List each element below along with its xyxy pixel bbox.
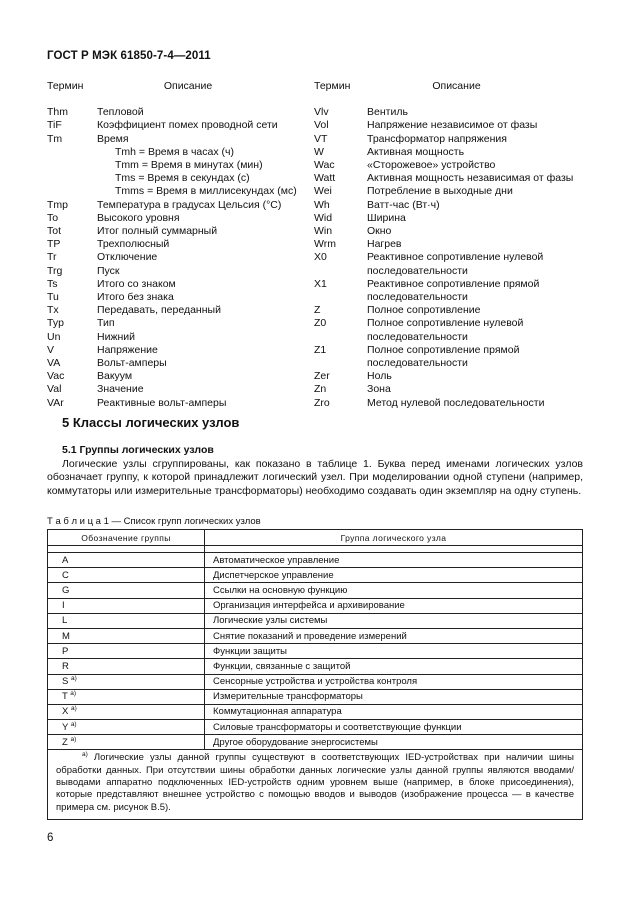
glossary-entry <box>47 317 309 330</box>
group-name-cell: Диспетчерское управление <box>205 568 583 583</box>
group-code-cell <box>48 553 205 568</box>
glossary-entry <box>47 185 309 198</box>
glossary-description: «Сторожевое» устройство <box>367 159 496 172</box>
glossary-description: Высокого уровня <box>97 211 180 224</box>
glossary-term <box>47 185 97 198</box>
group-code: P <box>62 645 69 657</box>
glossary-entry <box>47 225 309 238</box>
group-code-cell <box>48 659 205 674</box>
group-code-cell <box>48 598 205 613</box>
table-row <box>48 568 583 583</box>
glossary-entry <box>47 159 309 172</box>
glossary-term: Win <box>314 225 333 238</box>
glossary-entry <box>47 251 309 264</box>
column-description-heading: Описание <box>163 80 213 92</box>
group-name-cell: Автоматическое управление <box>205 553 583 568</box>
footnote-marker: a) <box>82 751 88 759</box>
glossary-term: X1 <box>314 277 327 290</box>
group-code-heading: Обозначение группы <box>48 530 205 546</box>
glossary-entry <box>314 370 586 383</box>
group-name-cell: Организация интерфейса и архивирование <box>205 598 583 613</box>
group-name-cell: Функции защиты <box>205 644 583 659</box>
group-code-cell <box>48 628 205 643</box>
table-row <box>48 644 583 659</box>
glossary-entry <box>47 344 309 357</box>
group-code: S <box>62 676 69 688</box>
glossary-description: Передавать, переданный <box>97 304 221 317</box>
glossary-entry <box>314 185 586 198</box>
glossary-description: Ватт-час (Вт·ч) <box>367 198 440 211</box>
glossary-term <box>47 159 97 172</box>
group-code: Y <box>62 721 69 733</box>
glossary-entry <box>314 212 586 225</box>
glossary-term: W <box>314 145 324 158</box>
glossary-term: Typ <box>47 317 64 330</box>
section-title: 5 Классы логических узлов <box>62 415 240 430</box>
glossary-term: Vlv <box>314 106 329 119</box>
group-code-cell <box>48 689 205 704</box>
glossary-description: Полное сопротивление нулевой последовательности <box>367 317 524 343</box>
group-name-cell: Силовые трансформаторы и соответствующие функции <box>205 720 583 735</box>
glossary-entry <box>47 212 309 225</box>
glossary-term: VT <box>314 132 328 145</box>
glossary-description: Реактивное сопротивление нулевой последовательности <box>367 251 544 277</box>
glossary-term: TP <box>47 238 61 251</box>
glossary-description: Вакуум <box>97 370 133 383</box>
glossary-entry <box>314 238 586 251</box>
glossary-description: Активная мощность <box>367 145 465 158</box>
glossary-entry <box>47 331 309 344</box>
table-row <box>48 704 583 719</box>
glossary-term: Wrm <box>314 238 336 251</box>
glossary-entry <box>47 172 309 185</box>
group-code: T <box>62 691 68 703</box>
glossary-description: Значение <box>97 383 144 396</box>
table-row <box>48 735 583 750</box>
group-code: A <box>62 554 69 566</box>
glossary-description: Пуск <box>97 264 120 277</box>
group-code-cell <box>48 674 205 689</box>
glossary-term: Un <box>47 330 61 343</box>
group-code: R <box>62 660 69 672</box>
group-name-heading: Группа логического узла <box>205 530 583 546</box>
glossary-term: Zer <box>314 370 330 383</box>
glossary-term: Tx <box>47 304 59 317</box>
table-row <box>48 583 583 598</box>
glossary-term: Vol <box>314 119 329 132</box>
page-header: ГОСТ Р МЭК 61850-7-4—2011 <box>47 50 211 62</box>
glossary-term: Val <box>47 383 62 396</box>
glossary-entry <box>314 304 586 317</box>
table-caption: Т а б л и ц а 1 — Список групп логических узлов <box>47 516 261 527</box>
table-header-row <box>48 530 583 546</box>
group-code: C <box>62 569 69 581</box>
glossary-description: Потребление в выходные дни <box>367 185 513 198</box>
glossary-term <box>47 146 97 159</box>
footnote-marker: a) <box>70 674 77 682</box>
glossary-entry <box>47 265 309 278</box>
glossary-left <box>47 80 309 410</box>
glossary-term: Trg <box>47 264 63 277</box>
glossary-right <box>314 80 586 410</box>
glossary-term: TiF <box>47 119 62 132</box>
glossary-entry <box>314 172 586 185</box>
glossary-entry <box>47 278 309 291</box>
table-row <box>48 674 583 689</box>
glossary-term: Thm <box>47 106 68 119</box>
table-row <box>48 689 583 704</box>
glossary-entry <box>314 106 586 119</box>
glossary-term: X0 <box>314 251 327 264</box>
glossary-description: Метод нулевой последовательности <box>367 396 545 409</box>
group-name-cell: Снятие показаний и проведение измерений <box>205 628 583 643</box>
glossary-description: Напряжение <box>97 343 158 356</box>
glossary-description: Tmm = Время в минутах (мин) <box>115 159 263 172</box>
glossary-description: Реактивное сопротивление прямой последовательности <box>367 277 540 304</box>
table-footnote <box>48 750 583 819</box>
group-name-cell: Коммутационная аппаратура <box>205 704 583 719</box>
group-code: X <box>62 706 69 718</box>
group-name-cell: Сенсорные устройства и устройства контроля <box>205 674 583 689</box>
group-code-cell <box>48 704 205 719</box>
group-name-cell: Ссылки на основную функцию <box>205 583 583 598</box>
glossary-description: Полное сопротивление <box>367 304 481 317</box>
glossary-entry <box>314 146 586 159</box>
glossary-term: V <box>47 343 55 356</box>
glossary-description: Реактивные вольт-амперы <box>97 396 227 409</box>
group-code-cell <box>48 568 205 583</box>
glossary-entry <box>47 357 309 370</box>
glossary-term: Wh <box>314 198 330 211</box>
glossary-description: Тепловой <box>97 106 144 119</box>
group-name-cell: Измерительные трансформаторы <box>205 689 583 704</box>
group-code-cell <box>48 613 205 628</box>
table-row <box>48 598 583 613</box>
glossary-term: Wid <box>314 211 333 224</box>
subsection-title: 5.1 Группы логических узлов <box>62 444 214 456</box>
glossary-entry <box>47 199 309 212</box>
glossary-term: Ts <box>47 277 58 290</box>
group-code: Z <box>62 736 68 748</box>
glossary-term: Tot <box>47 225 62 238</box>
footnote-marker: a) <box>70 720 77 728</box>
table-row <box>48 720 583 735</box>
glossary-term: Z1 <box>314 343 327 356</box>
glossary-entry <box>314 119 586 132</box>
glossary-entry <box>47 133 309 146</box>
glossary-left-header <box>47 80 309 93</box>
glossary-entry <box>47 304 309 317</box>
glossary-description: Активная мощность независимая от фазы <box>367 172 574 185</box>
glossary-term: Tu <box>47 291 59 304</box>
footnote-marker: a) <box>70 735 77 743</box>
glossary-description: Напряжение независимое от фазы <box>367 119 538 132</box>
glossary-description: Ширина <box>367 211 406 224</box>
glossary-term: Tr <box>47 251 57 264</box>
glossary-description: Температура в градусах Цельсия (°C) <box>97 198 282 211</box>
page-number: 6 <box>47 832 54 844</box>
glossary-term: VA <box>47 357 61 370</box>
glossary-description: Вентиль <box>367 106 408 119</box>
glossary-description: Итого со знаком <box>97 277 176 290</box>
glossary-term: Z <box>314 304 321 317</box>
glossary-description: Tmms = Время в миллисекундах (мс) <box>115 185 297 198</box>
column-description-heading: Описание <box>432 80 481 92</box>
glossary-description: Полное сопротивление прямой последовательности <box>367 343 520 370</box>
glossary-entry <box>47 383 309 396</box>
glossary-term: Zn <box>314 383 327 396</box>
glossary-description: Отключение <box>97 251 158 264</box>
glossary-description: Итого без знака <box>97 291 174 304</box>
glossary-term: Zro <box>314 396 330 409</box>
glossary-term: Tmp <box>47 198 68 211</box>
glossary-term: To <box>47 211 59 224</box>
glossary-entry <box>314 251 586 277</box>
glossary-entry <box>314 159 586 172</box>
group-code: G <box>62 584 70 596</box>
glossary-term: Vac <box>47 370 65 383</box>
glossary-term: Tm <box>47 132 63 145</box>
glossary-term: Z0 <box>314 317 327 330</box>
glossary-right-header <box>314 80 586 93</box>
footnote-text: Логические узлы данной группы существуют в соответствующих IED-устройствах при наличии шины обработки данных. При отсутствии шины обработки данных логические узлы данной группы являются вводами/выводами аппаратно подключенных IED-устройств одним уровнем выше (например, в блоке присоединения), которые представляют внешнее устройство с помощью вводов и выводов (изображение процесса — в качестве примера см. рисунок В.5). <box>56 752 574 813</box>
glossary-entry <box>47 119 309 132</box>
body-paragraph: Логические узлы сгруппированы, как показано в таблице 1. Буква перед именами логических узлов обозначает группу, к которой принадлежит логический узел. При моделировании одной ступени (например, коммутаторы или измерительные трансформаторы) необходимо создавать один экземпляр на одну ступень. <box>47 458 583 497</box>
glossary-description: Тип <box>97 317 115 330</box>
group-code: L <box>62 615 68 627</box>
glossary-entry <box>314 317 586 343</box>
glossary-term: Wei <box>314 185 332 198</box>
column-term-heading: Термин <box>314 80 351 92</box>
glossary-term: Watt <box>314 172 336 185</box>
glossary-description: Tms = Время в секундах (с) <box>115 172 250 185</box>
glossary-description: Итог полный суммарный <box>97 225 218 238</box>
footnote-marker: a) <box>70 705 77 713</box>
glossary-entry <box>314 383 586 396</box>
group-name-cell: Логические узлы системы <box>205 613 583 628</box>
glossary-entry <box>47 291 309 304</box>
table-row <box>48 628 583 643</box>
glossary-description: Нижний <box>97 330 136 343</box>
table-row <box>48 553 583 568</box>
glossary-entry <box>314 225 586 238</box>
glossary-term: VAr <box>47 396 64 409</box>
glossary-term <box>47 172 97 185</box>
glossary-description: Коэффициент помех проводной сети <box>97 119 278 132</box>
logical-node-groups-table <box>47 529 583 820</box>
glossary-description: Нагрев <box>367 238 402 251</box>
table-spacer-row <box>48 546 583 553</box>
glossary-description: Трехполюсный <box>97 238 170 251</box>
glossary-description: Окно <box>367 225 392 238</box>
glossary-entry <box>47 397 309 410</box>
glossary-entry <box>47 106 309 119</box>
glossary-description: Трансформатор напряжения <box>367 132 507 145</box>
table-row <box>48 613 583 628</box>
group-name-cell: Другое оборудование энергосистемы <box>205 735 583 750</box>
glossary-description: Зона <box>367 383 391 396</box>
glossary-entry <box>314 397 586 410</box>
table-footnote-row <box>48 750 583 819</box>
group-code-cell <box>48 583 205 598</box>
glossary-description: Tmh = Время в часах (ч) <box>115 145 234 158</box>
glossary-entry <box>314 199 586 212</box>
group-code-cell <box>48 644 205 659</box>
glossary-entry <box>47 238 309 251</box>
group-code: I <box>62 600 65 612</box>
column-term-heading: Термин <box>47 80 84 92</box>
table-row <box>48 659 583 674</box>
glossary-entry <box>47 146 309 159</box>
glossary-description: Время <box>97 132 129 145</box>
glossary-entry <box>47 370 309 383</box>
group-code-cell <box>48 720 205 735</box>
glossary-description: Вольт-амперы <box>97 357 167 370</box>
glossary-entry <box>314 278 586 304</box>
group-code-cell <box>48 735 205 750</box>
glossary-entry <box>314 133 586 146</box>
group-name-cell: Функции, связанные с защитой <box>205 659 583 674</box>
group-code: M <box>62 630 70 642</box>
glossary-term: Wac <box>314 159 335 172</box>
footnote-marker: a) <box>70 690 77 698</box>
glossary-description: Ноль <box>367 370 392 383</box>
glossary-entry <box>314 344 586 370</box>
